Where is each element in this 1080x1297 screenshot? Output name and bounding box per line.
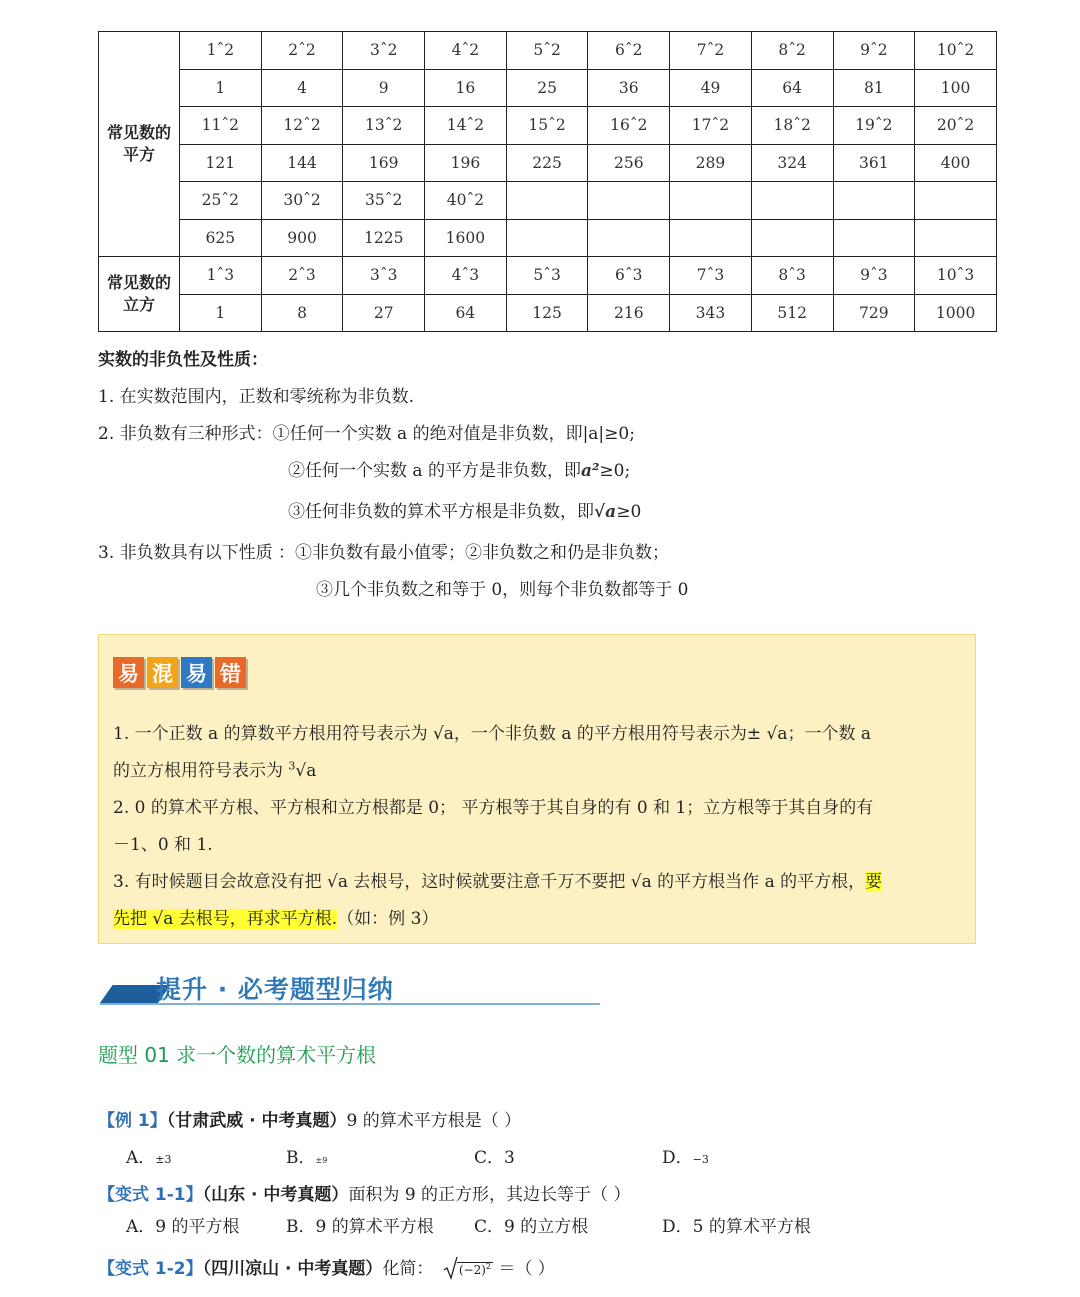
variant-1-2-source: （四川凉山 · 中考真题） — [202, 1259, 383, 1279]
squares-cell: 8ˆ2 — [751, 32, 833, 70]
option-a-value: ±3 — [155, 1153, 172, 1166]
squares-cell — [670, 182, 752, 220]
squares-cell: 25ˆ2 — [180, 182, 262, 220]
variant-1-2-tail: ＝（ ） — [498, 1259, 555, 1279]
cubes-cell: 10ˆ3 — [915, 257, 997, 295]
cubes-cell: 2ˆ3 — [261, 257, 343, 295]
mistakes-badges — [113, 657, 246, 688]
squares-cell: 1 — [180, 69, 262, 107]
squares-cell: 11ˆ2 — [180, 107, 262, 145]
squares-cell: 19ˆ2 — [833, 107, 915, 145]
squares-cell: 1225 — [343, 219, 425, 257]
squares-cell — [506, 182, 588, 220]
squares-cell: 49 — [670, 69, 752, 107]
property-2-c — [288, 497, 641, 522]
property-2-c-text: ③任何非负数的算术平方根是非负数，即 — [288, 502, 594, 522]
squares-cell: 35ˆ2 — [343, 182, 425, 220]
property-2-b — [288, 456, 630, 481]
common-mistakes-box — [98, 634, 976, 944]
property-3-b: ③几个非负数之和等于 0，则每个非负数都等于 0 — [316, 580, 689, 600]
squares-cell: 4 — [261, 69, 343, 107]
squares-cell: 13ˆ2 — [343, 107, 425, 145]
squares-cell: 900 — [261, 219, 343, 257]
cubes-cell: 5ˆ3 — [506, 257, 588, 295]
squares-cell: 16 — [425, 69, 507, 107]
squares-cell: 36 — [588, 69, 670, 107]
squares-cell: 81 — [833, 69, 915, 107]
squares-cell: 144 — [261, 144, 343, 182]
squares-cell: 2ˆ2 — [261, 32, 343, 70]
squares-cell — [833, 219, 915, 257]
squares-cell: 25 — [506, 69, 588, 107]
mistake-1-line-1: 1. 一个正数 a 的算数平方根用符号表示为 √a，一个非负数 a 的平方根用符号表示为± √a；一个数 a — [113, 724, 872, 744]
cubes-row-0 — [99, 257, 997, 295]
squares-cell: 9ˆ2 — [833, 32, 915, 70]
example-1-source: （甘肃武威 · 中考真题） — [166, 1111, 347, 1131]
cubes-cell: 1000 — [915, 294, 997, 332]
example-1-option-a — [126, 1143, 172, 1168]
variant-1-2-tag: 【变式 1-2】 — [98, 1259, 203, 1279]
squares-cell: 196 — [425, 144, 507, 182]
variant-1-1-option-b: B．9 的算术平方根 — [286, 1217, 434, 1237]
squares-cell: 14ˆ2 — [425, 107, 507, 145]
example-1 — [98, 1106, 521, 1131]
option-d-value: −3 — [692, 1153, 709, 1166]
squares-cell: 225 — [506, 144, 588, 182]
cubes-row-header: 常见数的 立方 — [99, 257, 180, 332]
cubes-cell: 343 — [670, 294, 752, 332]
radicand-exponent: 2 — [485, 1262, 491, 1271]
cubes-cell: 3ˆ3 — [343, 257, 425, 295]
example-1-option-d — [662, 1143, 709, 1168]
squares-cell: 289 — [670, 144, 752, 182]
squares-cell: 17ˆ2 — [670, 107, 752, 145]
radicand-base: (−2) — [458, 1263, 486, 1277]
example-1-option-b — [286, 1143, 327, 1168]
sqrt-radicand — [457, 1262, 493, 1277]
squares-row-header: 常见数的 平方 — [99, 32, 180, 257]
squares-cell: 121 — [180, 144, 262, 182]
variant-1-2-question: 化简： — [382, 1259, 434, 1279]
cubes-cell: 9ˆ3 — [833, 257, 915, 295]
variant-1-1-tag: 【变式 1-1】 — [98, 1185, 203, 1205]
squares-cell: 10ˆ2 — [915, 32, 997, 70]
cubes-cell: 4ˆ3 — [425, 257, 507, 295]
section-banner — [100, 966, 600, 1010]
sqrt-a-formula: √a — [594, 502, 617, 522]
squares-row-2 — [99, 107, 997, 145]
property-1: 1. 在实数范围内，正数和零统称为非负数. — [98, 387, 415, 407]
squares-cell — [751, 219, 833, 257]
squares-cell: 256 — [588, 144, 670, 182]
squares-cell: 6ˆ2 — [588, 32, 670, 70]
badge-hun: 混 — [147, 657, 178, 688]
squares-cell — [915, 219, 997, 257]
cubes-cell: 64 — [425, 294, 507, 332]
radical-sign-icon — [443, 1256, 459, 1280]
property-2 — [98, 419, 635, 444]
option-a-label: A． — [126, 1148, 156, 1168]
highlight-text-2: 先把 √a 去根号，再求平方根. — [113, 909, 338, 929]
squares-cell: 5ˆ2 — [506, 32, 588, 70]
mistake-3-line-1 — [113, 867, 882, 892]
sqrt-expression — [443, 1259, 493, 1279]
option-b-label: B． — [286, 1148, 316, 1168]
mistake-2-line-2: －1、0 和 1. — [113, 835, 213, 855]
mistake-1-line-2 — [113, 756, 316, 781]
squares-cell — [833, 182, 915, 220]
property-2-lead: 2. 非负数有三种形式： — [98, 424, 273, 444]
cubes-cell: 216 — [588, 294, 670, 332]
badge-yi-2: 易 — [181, 657, 212, 688]
squares-cell: 169 — [343, 144, 425, 182]
mistake-3-example-ref: （如：例 3） — [337, 909, 439, 929]
variant-1-1 — [98, 1180, 630, 1205]
squares-cell — [915, 182, 997, 220]
variant-1-1-option-a: A．9 的平方根 — [126, 1217, 240, 1237]
cube-root-a: √a — [295, 761, 317, 781]
squares-cell: 15ˆ2 — [506, 107, 588, 145]
squares-cell: 12ˆ2 — [261, 107, 343, 145]
variant-1-1-question: 面积为 9 的正方形，其边长等于（ ） — [348, 1185, 631, 1205]
badge-cuo: 错 — [215, 657, 246, 688]
badge-yi-1: 易 — [113, 657, 144, 688]
squares-cell: 3ˆ2 — [343, 32, 425, 70]
variant-1-1-option-d: D．5 的算术平方根 — [662, 1217, 811, 1237]
cube-root-index: 3 — [288, 759, 296, 773]
squares-cell: 20ˆ2 — [915, 107, 997, 145]
squares-cell — [588, 219, 670, 257]
squares-cell: 361 — [833, 144, 915, 182]
squares-row-5 — [99, 219, 997, 257]
mistake-3-line-2 — [113, 904, 438, 929]
example-1-question: 9 的算术平方根是（ ） — [346, 1111, 522, 1131]
cubes-row-1 — [99, 294, 997, 332]
squares-cell: 40ˆ2 — [425, 182, 507, 220]
property-2-a: ①任何一个实数 a 的绝对值是非负数，即|a|≥0; — [272, 424, 635, 444]
question-type-title: 题型 01 求一个数的算术平方根 — [98, 1043, 377, 1067]
option-b-value: ±9 — [315, 1156, 328, 1165]
cubes-cell: 6ˆ3 — [588, 257, 670, 295]
squares-row-3 — [99, 144, 997, 182]
cubes-cell: 1 — [180, 294, 262, 332]
a-squared-formula: a² — [580, 461, 600, 481]
example-1-option-c: C．3 — [474, 1148, 515, 1168]
squares-cell: 625 — [180, 219, 262, 257]
squares-row-0 — [99, 32, 997, 70]
squares-cell: 1ˆ2 — [180, 32, 262, 70]
property-2-b-text: ②任何一个实数 a 的平方是非负数，即 — [288, 461, 581, 481]
squares-cell — [506, 219, 588, 257]
properties-heading: 实数的非负性及性质： — [98, 350, 268, 370]
squares-cell — [751, 182, 833, 220]
squares-cell: 4ˆ2 — [425, 32, 507, 70]
cubes-cell: 7ˆ3 — [670, 257, 752, 295]
squares-cell: 30ˆ2 — [261, 182, 343, 220]
variant-1-1-source: （山东 · 中考真题） — [202, 1185, 349, 1205]
cubes-cell: 8 — [261, 294, 343, 332]
cubes-cell: 512 — [751, 294, 833, 332]
squares-cell: 64 — [751, 69, 833, 107]
squares-cell: 16ˆ2 — [588, 107, 670, 145]
squares-cell: 324 — [751, 144, 833, 182]
squares-row-1 — [99, 69, 997, 107]
highlight-text-1: 要 — [865, 872, 883, 892]
powers-table — [98, 31, 997, 332]
cubes-cell: 8ˆ3 — [751, 257, 833, 295]
mistake-1-line-2-text: 的立方根用符号表示为 — [113, 761, 289, 781]
section-title: 提升 · 必考题型归纳 — [156, 975, 394, 1004]
squares-cell — [588, 182, 670, 220]
option-d-label: D． — [662, 1148, 693, 1168]
squares-cell: 100 — [915, 69, 997, 107]
squares-cell — [670, 219, 752, 257]
squares-cell: 7ˆ2 — [670, 32, 752, 70]
squares-cell: 18ˆ2 — [751, 107, 833, 145]
property-3: 3. 非负数具有以下性质 ：①非负数有最小值零；②非负数之和仍是非负数； — [98, 543, 670, 563]
cubes-cell: 729 — [833, 294, 915, 332]
variant-1-1-option-c: C．9 的立方根 — [474, 1217, 589, 1237]
example-1-tag: 【例 1】 — [98, 1111, 167, 1131]
cubes-cell: 27 — [343, 294, 425, 332]
cubes-cell: 1ˆ3 — [180, 257, 262, 295]
squares-row-4 — [99, 182, 997, 220]
mistake-2-line-1: 2. 0 的算术平方根、平方根和立方根都是 0； 平方根等于其自身的有 0 和 1；立方根等于其自身的有 — [113, 798, 874, 818]
squares-cell: 9 — [343, 69, 425, 107]
squares-cell: 1600 — [425, 219, 507, 257]
squares-cell: 400 — [915, 144, 997, 182]
cubes-cell: 125 — [506, 294, 588, 332]
mistake-3-text: 3. 有时候题目会故意没有把 √a 去根号，这时候就要注意千万不要把 √a 的平方根当作 a 的平方根， — [113, 872, 866, 892]
property-2-b-post: ≥0; — [599, 461, 631, 481]
property-2-c-post: ≥0 — [616, 502, 642, 522]
variant-1-2 — [98, 1254, 555, 1279]
